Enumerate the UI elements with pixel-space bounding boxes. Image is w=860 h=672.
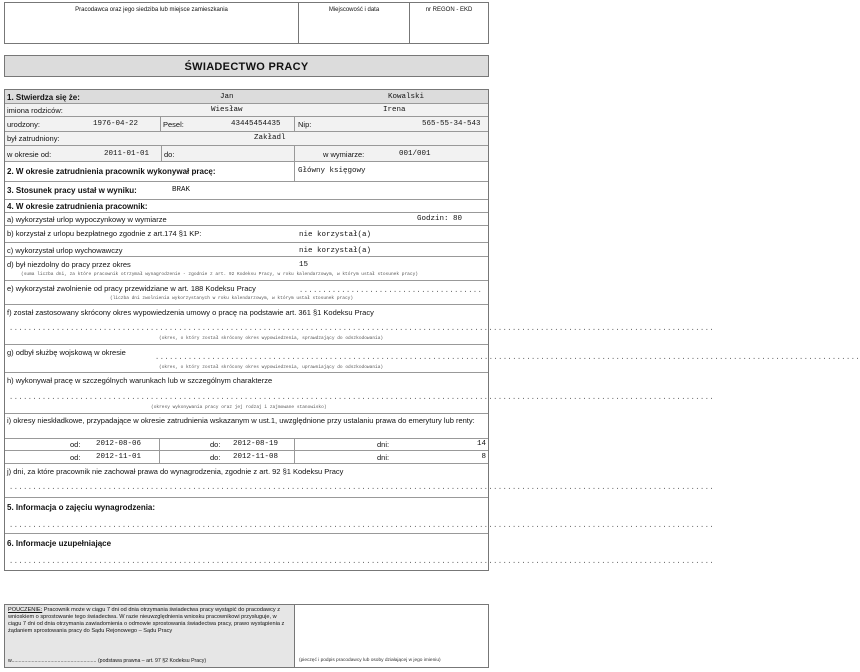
- certificate-body: [4, 89, 860, 571]
- born-label: urodzony:: [7, 120, 40, 129]
- period-row: [5, 146, 488, 162]
- employer-name: Zakładl: [254, 134, 286, 142]
- label-4i: i) okresy nieskładkowe, przypadające w okresie zatrudnienia wskazanym w ust.1, uwzględnione przy ustalaniu prawa do emerytury lub renty:: [7, 416, 475, 425]
- regon-label: nr REGON - EKD: [425, 7, 473, 13]
- section-4-heading-row: [5, 200, 488, 213]
- note-4g: (okres, o który został skrócony okres wypowiedzenia, uprawniający do odszkodowania): [159, 365, 384, 370]
- value-4b: nie korzystał(a): [299, 231, 372, 239]
- section-3-heading: 3. Stosunek pracy ustał w wyniku:: [7, 186, 137, 195]
- section-3-row: [5, 182, 488, 200]
- period-1-from: 2012-08-06: [96, 440, 142, 448]
- divider: [294, 451, 295, 463]
- nip-label: Nip:: [298, 120, 312, 129]
- period-2-days: 8: [481, 453, 486, 461]
- period-2-to-label: do:: [210, 453, 221, 462]
- divider: [159, 439, 160, 450]
- period-1-from-label: od:: [70, 440, 81, 449]
- row-4g: [5, 345, 860, 373]
- mother-name: Irena: [383, 106, 406, 114]
- job-title: Główny księgowy: [298, 167, 366, 175]
- document-header: [4, 2, 489, 44]
- divider: [159, 451, 160, 463]
- footer: [4, 604, 489, 668]
- value-4d: 15: [299, 261, 309, 269]
- divider: [160, 117, 161, 131]
- row-4e: [5, 281, 488, 305]
- section-6-row: [5, 534, 715, 570]
- period-1-days-label: dni:: [377, 440, 390, 449]
- notice-text: Pracownik może w ciągu 7 dni od dnia otrzymania świadectwa pracy wystąpić do pracodawcy z wnioskiem o sprostowanie tego świadectwa. W razie nieuwzględnienia wniosku pracownikowi przysługuje, w ciągu 7 dni od dnia otrzymania zawiadomienia o odmowie sprostowania świadectwa pracy, prawo wystąpienia z żądaniem sprostowania pracy do Sądu Rejonowego – Sądu Pracy: [8, 607, 285, 634]
- notice-sign-dots: w...........................................................: [8, 658, 97, 664]
- period-1-to-label: do:: [210, 440, 221, 449]
- notice-box: [5, 605, 295, 667]
- note-4d: (suma liczba dni, za które pracownik otrzymał wynagrodzenie - zgodnie z art. 92 Kodeksu Pracy, w roku kalendarzowym, w którym ustał stosunek pracy): [21, 272, 418, 277]
- row-4c: [5, 243, 488, 257]
- fte-label: w wymiarze:: [323, 150, 365, 159]
- section-4-heading: 4. W okresie zatrudnienia pracownik:: [7, 202, 148, 211]
- label-4e: e) wykorzystał zwolnienie od pracy przewidziane w art. 188 Kodeksu Pracy: [7, 284, 256, 293]
- period-from: 2011-01-01: [104, 150, 150, 158]
- row-4i: [5, 414, 488, 439]
- period-2-from: 2012-11-01: [96, 453, 142, 461]
- label-4d: d) był niezdolny do pracy przez okres: [7, 260, 131, 269]
- period-1-to: 2012-08-19: [233, 440, 279, 448]
- signature-box: [295, 605, 488, 667]
- signature-note: (pieczęć i podpis pracodawcy lub osoby działającej w jego imieniu): [299, 658, 441, 663]
- period-2-days-label: dni:: [377, 453, 390, 462]
- dots-4f: ......................................................................................................................................................: [9, 325, 715, 333]
- pesel-value: 43445454435: [231, 120, 281, 128]
- divider: [161, 146, 162, 161]
- employed-row: [5, 132, 488, 146]
- fte-value: 001/001: [399, 150, 431, 158]
- section-5-heading: 5. Informacja o zajęciu wynagrodzenia:: [7, 503, 156, 512]
- nip-value: 565-55-34-543: [422, 120, 481, 128]
- notice-sign-line: [8, 658, 206, 665]
- row-4i-period-2: [5, 451, 488, 464]
- birth-date: 1976-04-22: [93, 120, 139, 128]
- dots-5: ......................................................................................................................................................: [9, 522, 715, 530]
- divider: [294, 162, 295, 181]
- row-4h: [5, 373, 715, 414]
- note-4f: (okres, o który został skrócony okres wypowiedzenia, sprawdzający do odszkodowania): [159, 336, 384, 341]
- value-4c: nie korzystał(a): [299, 247, 372, 255]
- row-4f: [5, 305, 715, 345]
- label-4b: b) korzystał z urlopu bezpłatnego zgodnie z art.174 §1 KP:: [7, 229, 202, 238]
- period-2-to: 2012-11-08: [233, 453, 279, 461]
- label-4h: h) wykonywał pracę w szczególnych warunkach lub w szczególnym charakterze: [7, 376, 273, 385]
- section-6-heading: 6. Informacje uzupełniające: [7, 539, 112, 548]
- row-4i-period-1: [5, 439, 488, 451]
- divider: [294, 439, 295, 450]
- regon-box: [410, 3, 488, 43]
- row-4a: [5, 213, 488, 226]
- parents-row: [5, 104, 488, 117]
- period-2-from-label: od:: [70, 453, 81, 462]
- place-date-box: [299, 3, 410, 43]
- period-1-days: 14: [476, 440, 486, 448]
- label-4g: g) odbył służbę wojskową w okresie: [7, 348, 126, 357]
- document-title: ŚWIADECTWO PRACY: [4, 55, 489, 77]
- divider: [294, 117, 295, 131]
- section-2-row: [5, 162, 488, 182]
- pesel-label: Pesel:: [163, 120, 184, 129]
- label-4j: j) dni, za które pracownik nie zachował prawa do wynagrodzenia, zgodnie z art. 92 §1 Kodeksu Pracy: [7, 467, 344, 476]
- dots-4e: .......................................: [299, 287, 483, 295]
- dots-4g: ......................................................................................................................................................: [155, 354, 860, 362]
- value-4a: Godzin: 80: [417, 215, 463, 223]
- employer-label: Pracodawca oraz jego siedziba lub miejsce zamieszkania: [75, 7, 228, 13]
- row-4d: [5, 257, 488, 281]
- employer-box: [5, 3, 299, 43]
- section-2-heading: 2. W okresie zatrudnienia pracownik wykonywał pracę:: [7, 167, 216, 176]
- note-4h: (okresy wykonywania pracy oraz jej rodzaj i zajmowane stanowisko): [151, 405, 327, 410]
- place-date-label: Miejscowość i data: [328, 7, 380, 13]
- label-4c: c) wykorzystał urlop wychowawczy: [7, 246, 123, 255]
- divider: [294, 146, 295, 161]
- notice-title: POUCZENIE:: [8, 607, 43, 613]
- birth-row: [5, 117, 488, 132]
- first-name: Jan: [220, 93, 234, 101]
- row-4j: [5, 464, 715, 498]
- dots-6: ......................................................................................................................................................: [9, 558, 715, 566]
- label-4f: f) został zastosowany skrócony okres wypowiedzenia umowy o pracę na podstawie art. 361 §1 Kodeksu Pracy: [7, 308, 374, 317]
- period-to-label: do:: [164, 150, 175, 159]
- employed-label: był zatrudniony:: [7, 134, 60, 143]
- section-1-heading-row: [5, 90, 488, 104]
- dots-4j: ......................................................................................................................................................: [9, 484, 715, 492]
- father-name: Wiesław: [211, 106, 243, 114]
- section-5-row: [5, 498, 715, 534]
- last-name: Kowalski: [388, 93, 425, 101]
- notice-legal-basis: (podstawa prawna – art. 97 §2 Kodeksu Pracy): [97, 658, 207, 664]
- section-1-heading: 1. Stwierdza się że:: [7, 93, 80, 102]
- termination-reason: BRAK: [172, 186, 191, 194]
- dots-4h: ......................................................................................................................................................: [9, 394, 715, 402]
- period-from-label: w okresie od:: [7, 150, 52, 159]
- label-4a: a) wykorzystał urlop wypoczynkowy w wymiarze: [7, 215, 167, 224]
- parents-label: imiona rodziców:: [7, 106, 63, 115]
- note-4e: (liczba dni zwolnienia wykorzystanych w roku kalendarzowym, w którym ustał stosunek pracy): [110, 296, 354, 301]
- row-4b: [5, 226, 488, 243]
